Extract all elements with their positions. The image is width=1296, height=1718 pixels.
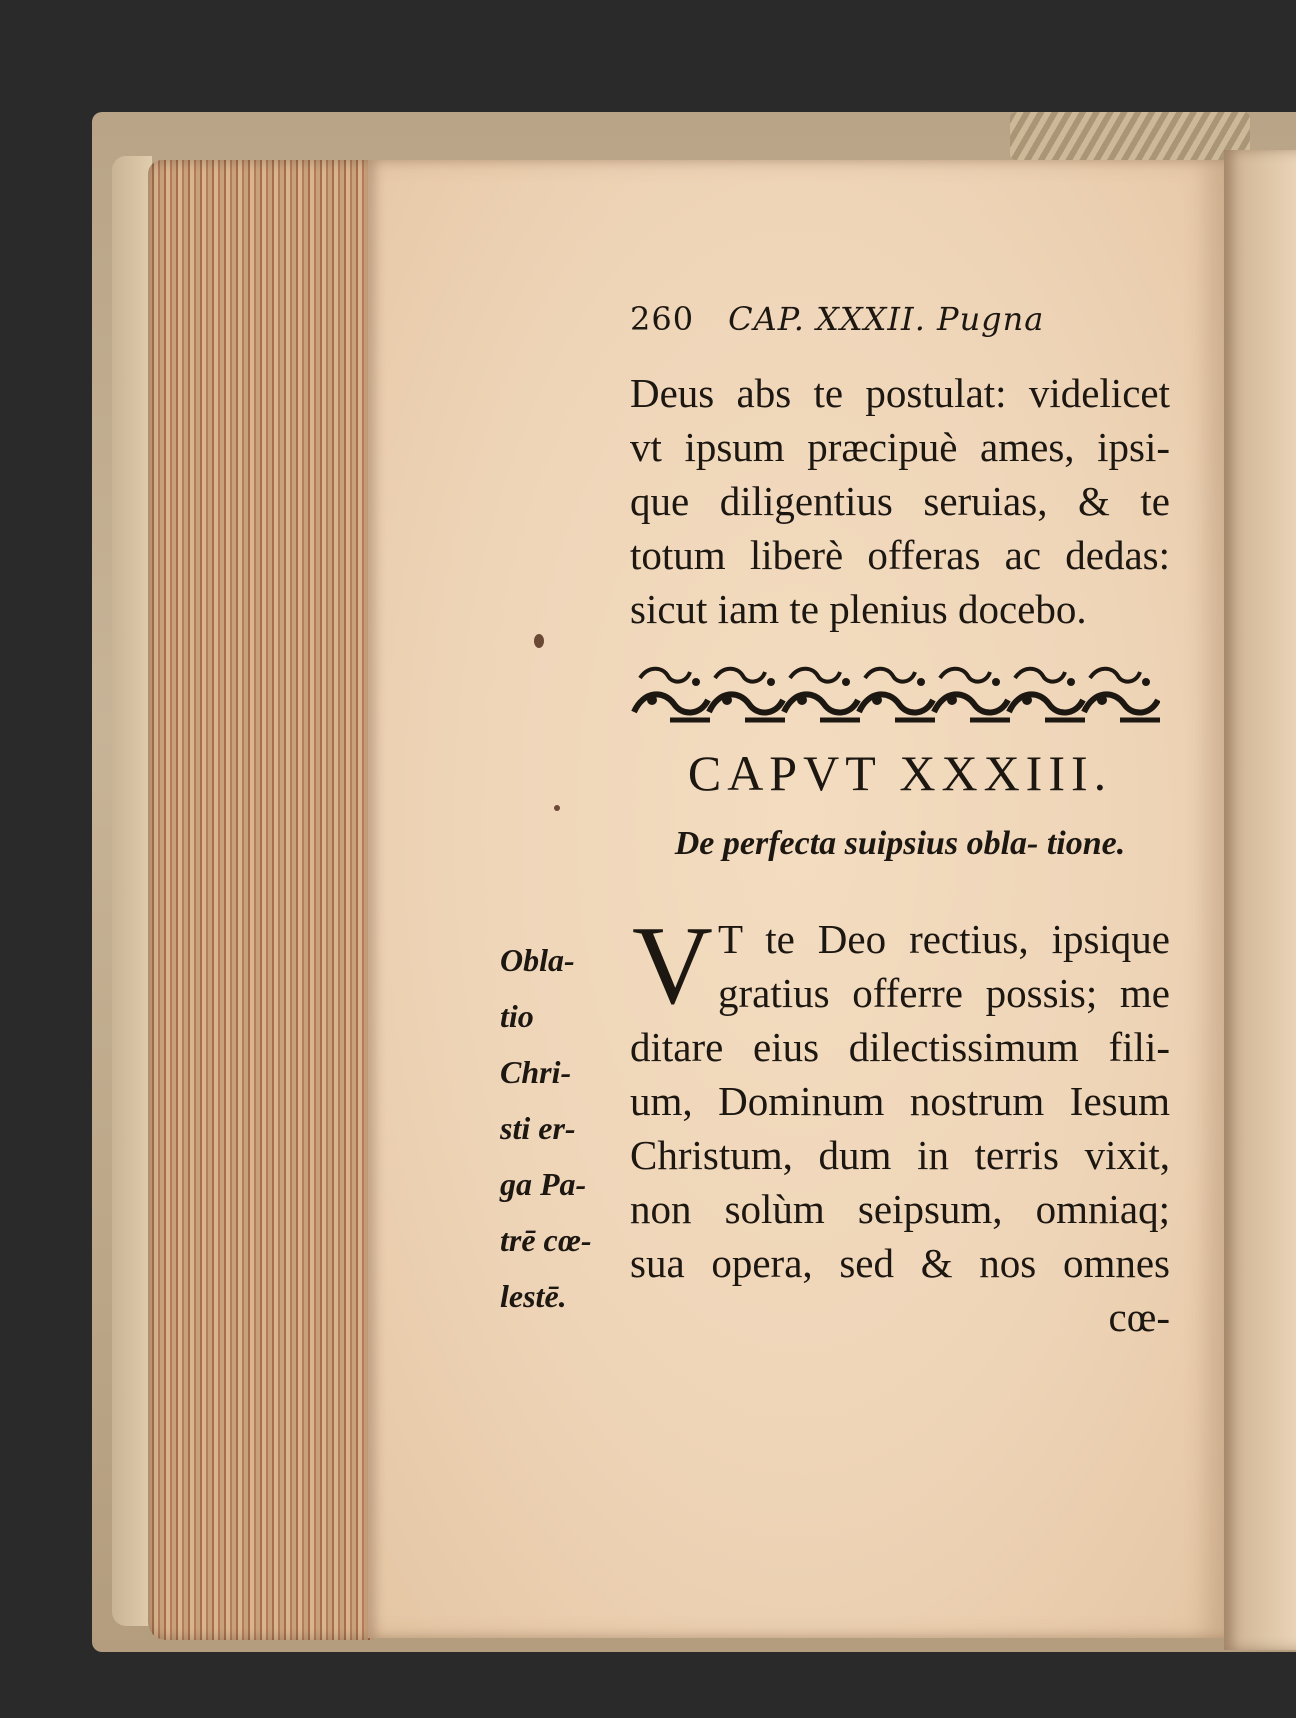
margin-note-line: trē cœ-: [500, 1222, 592, 1258]
text-line: totum liberè offeras ac dedas:: [630, 532, 1170, 578]
text-line: ditare eius dilectissimum fili-: [630, 1024, 1170, 1070]
chapter-heading: CAPVT XXXIII.: [687, 745, 1113, 801]
margin-note-line: tio: [500, 998, 534, 1034]
margin-note-line: Chri-: [500, 1054, 572, 1090]
paragraph-1: [630, 366, 1170, 636]
page-number: 260: [630, 300, 695, 338]
ornamental-band-icon: [630, 660, 1160, 730]
text-line: vt ipsum præcipuè ames, ipsi-: [630, 424, 1170, 470]
margin-note: [500, 932, 618, 1324]
cover-edge: [112, 156, 152, 1626]
text-line: non solùm seipsum, omniaq;: [630, 1186, 1170, 1232]
main-text-column: [630, 300, 1170, 1344]
margin-note-line: Obla-: [500, 942, 575, 978]
text-line: Christum, dum in terris vixit,: [630, 1132, 1170, 1178]
drop-cap: V: [632, 904, 713, 1028]
paragraph-2: [630, 904, 1170, 1344]
margin-note-line: ga Pa-: [500, 1166, 587, 1202]
text-line: sicut iam te plenius docebo.: [630, 586, 1087, 632]
text-line: sua opera, sed & nos omnes: [630, 1240, 1170, 1286]
paper-speck: [534, 634, 544, 648]
text-line: Deus abs te postulat: videlicet: [630, 370, 1170, 416]
margin-note-line: lestē.: [500, 1278, 567, 1314]
text-line: um, Dominum nostrum Iesum: [630, 1078, 1170, 1124]
chapter-subtitle: De perfecta suipsius obla- tione.: [674, 825, 1126, 862]
catchword: cœ-: [1108, 1294, 1170, 1340]
running-head: [630, 300, 1170, 348]
paper-speck: [554, 805, 560, 811]
page-block-edges: [148, 160, 374, 1640]
running-title: CAP. XXXII. Pugna: [728, 300, 1045, 338]
text-line: gratius offerre possis; me: [718, 970, 1170, 1016]
text-line: T te Deo rectius, ipsique: [718, 916, 1170, 962]
facing-page: [1224, 150, 1296, 1650]
text-line: que diligentius seruias, & te: [630, 478, 1170, 524]
bookmark-ribbon: [1010, 112, 1250, 160]
margin-note-line: sti er-: [500, 1110, 576, 1146]
